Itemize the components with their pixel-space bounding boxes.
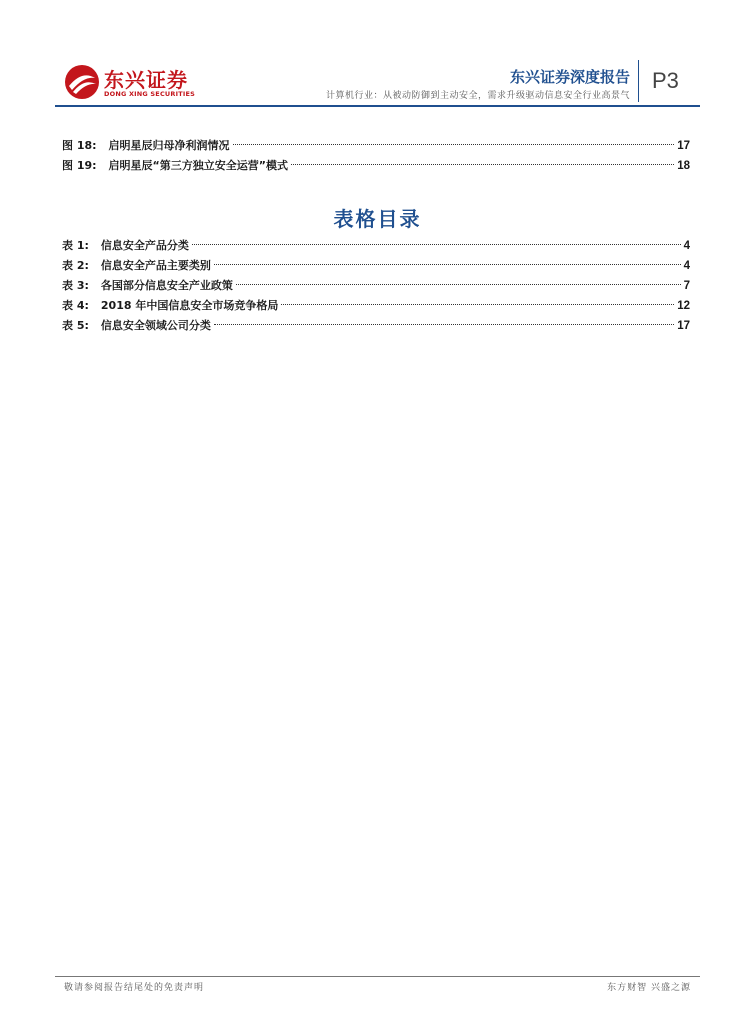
toc-entry[interactable] xyxy=(62,316,690,336)
entry-title: 信息安全领域公司分类 xyxy=(100,319,211,332)
entry-page: 7 xyxy=(683,280,690,292)
entry-number: 表 5: xyxy=(62,319,89,332)
header-divider xyxy=(638,60,639,102)
toc-entry[interactable] xyxy=(62,236,690,256)
entry-page: 12 xyxy=(677,300,690,312)
company-logo xyxy=(64,60,195,104)
dot-leader xyxy=(192,244,681,245)
entry-title: 各国部分信息安全产业政策 xyxy=(100,279,233,292)
entry-page: 17 xyxy=(677,140,690,152)
dot-leader xyxy=(233,144,675,145)
report-type: 东兴证券深度报告 xyxy=(509,68,630,86)
entry-number: 表 3: xyxy=(62,279,89,292)
section-title: 表格目录 xyxy=(333,207,422,231)
entry-page: 4 xyxy=(683,260,690,272)
entry-page: 17 xyxy=(677,320,690,332)
entry-title: 2018 年中国信息安全市场竞争格局 xyxy=(100,299,279,312)
footer-rule xyxy=(55,976,700,977)
report-subtitle: 计算机行业：从被动防御到主动安全，需求升级驱动信息安全行业高景气 xyxy=(325,91,630,101)
dot-leader xyxy=(214,324,674,325)
figure-list xyxy=(62,136,690,176)
toc-entry[interactable] xyxy=(62,156,690,176)
entry-page: 4 xyxy=(683,240,690,252)
entry-title: 信息安全产品分类 xyxy=(100,239,189,252)
dot-leader xyxy=(281,304,674,305)
entry-number: 图 19: xyxy=(62,159,97,172)
logo-chinese-name: 东兴证券 xyxy=(104,68,188,92)
dot-leader xyxy=(214,264,681,265)
logo-english-name: DONG XING SECURITIES xyxy=(104,90,195,98)
entry-number: 表 4: xyxy=(62,299,89,312)
footer-slogan: 东方财智 兴盛之源 xyxy=(607,983,691,993)
toc-entry[interactable] xyxy=(62,256,690,276)
entry-title: 信息安全产品主要类别 xyxy=(100,259,211,272)
entry-number: 表 1: xyxy=(62,239,89,252)
toc-entry[interactable] xyxy=(62,136,690,156)
header-rule xyxy=(55,105,700,107)
toc-entry[interactable] xyxy=(62,276,690,296)
dot-leader xyxy=(291,164,674,165)
dot-leader xyxy=(236,284,681,285)
entry-page: 18 xyxy=(677,160,690,172)
disclaimer-note: 敬请参阅报告结尾处的免责声明 xyxy=(64,983,205,993)
entry-title: 启明星辰归母净利润情况 xyxy=(108,139,230,152)
page-number: P3 xyxy=(652,68,679,93)
entry-number: 图 18: xyxy=(62,139,97,152)
toc-entry[interactable] xyxy=(62,296,690,316)
table-list xyxy=(62,236,690,336)
entry-title: 启明星辰“第三方独立安全运营”模式 xyxy=(108,159,289,172)
entry-number: 表 2: xyxy=(62,259,89,272)
logo-emblem-icon xyxy=(64,64,100,100)
